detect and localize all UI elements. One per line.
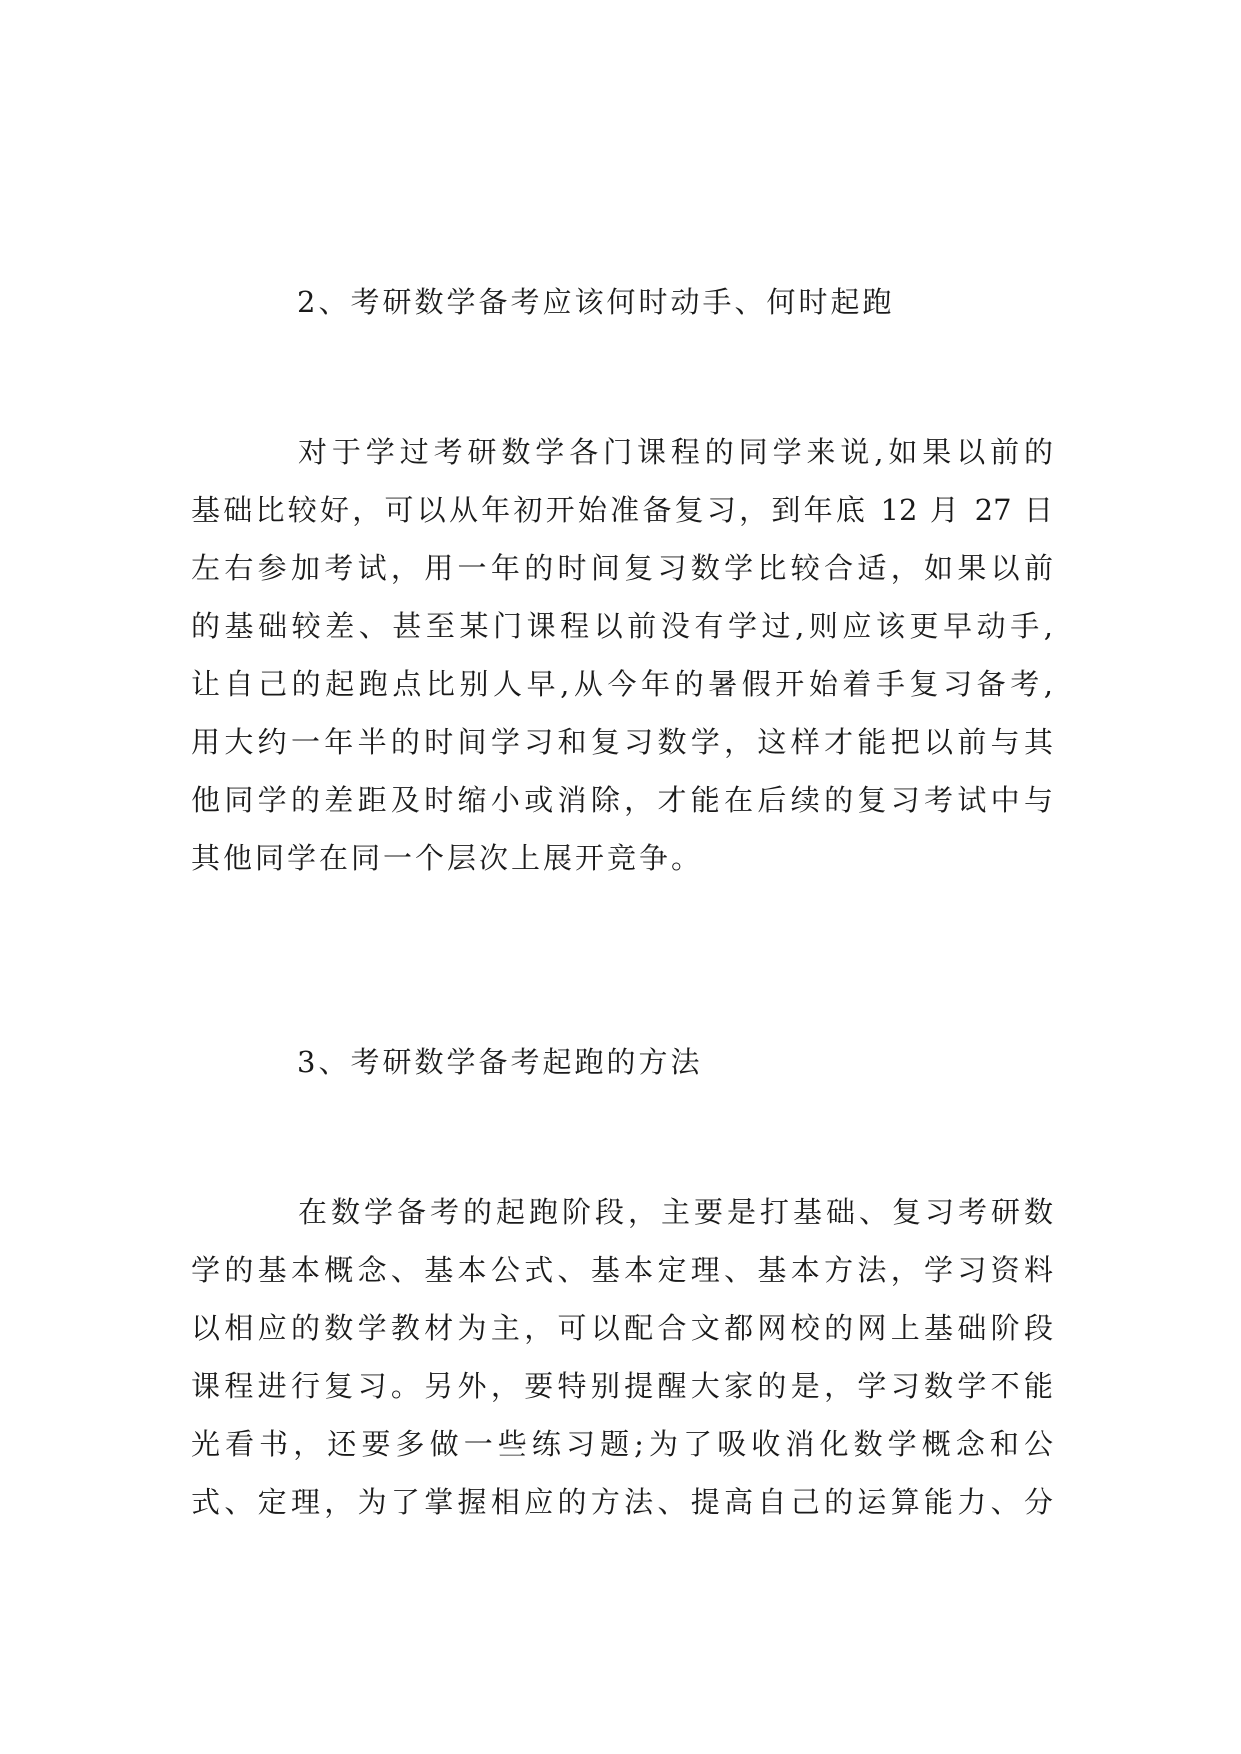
paragraph-line: 课程进行复习。另外，要特别提醒大家的是，学习数学不能 [191,1369,1053,1403]
paragraph-line: 他同学的差距及时缩小或消除，才能在后续的复习考试中与 [191,783,1053,817]
paragraph-line: 对于学过考研数学各门课程的同学来说,如果以前的 [298,435,1053,469]
paragraph-line: 左右参加考试，用一年的时间复习数学比较合适，如果以前 [191,551,1053,585]
paragraph-timing [191,423,1053,887]
paragraph-line: 光看书，还要多做一些练习题;为了吸收消化数学概念和公 [191,1427,1053,1461]
paragraph-line: 让自己的起跑点比别人早,从今年的暑假开始着手复习备考, [191,667,1053,701]
paragraph-line: 基础比较好，可以从年初开始准备复习，到年底 12 月 27 日 [191,493,1053,527]
paragraph-line: 其他同学在同一个层次上展开竞争。 [191,841,704,875]
section-heading-2: 2、考研数学备考应该何时动手、何时起跑 [297,285,895,319]
paragraph-line: 以相应的数学教材为主，可以配合文都网校的网上基础阶段 [191,1311,1053,1345]
paragraph-method [191,1183,1053,1531]
paragraph-line: 式、定理，为了掌握相应的方法、提高自己的运算能力、分 [191,1485,1053,1519]
paragraph-line: 学的基本概念、基本公式、基本定理、基本方法，学习资料 [191,1253,1053,1287]
section-heading-3: 3、考研数学备考起跑的方法 [297,1045,703,1079]
paragraph-line: 的基础较差、甚至某门课程以前没有学过,则应该更早动手, [191,609,1053,643]
paragraph-line: 在数学备考的起跑阶段，主要是打基础、复习考研数 [298,1195,1053,1229]
paragraph-line: 用大约一年半的时间学习和复习数学，这样才能把以前与其 [191,725,1053,759]
